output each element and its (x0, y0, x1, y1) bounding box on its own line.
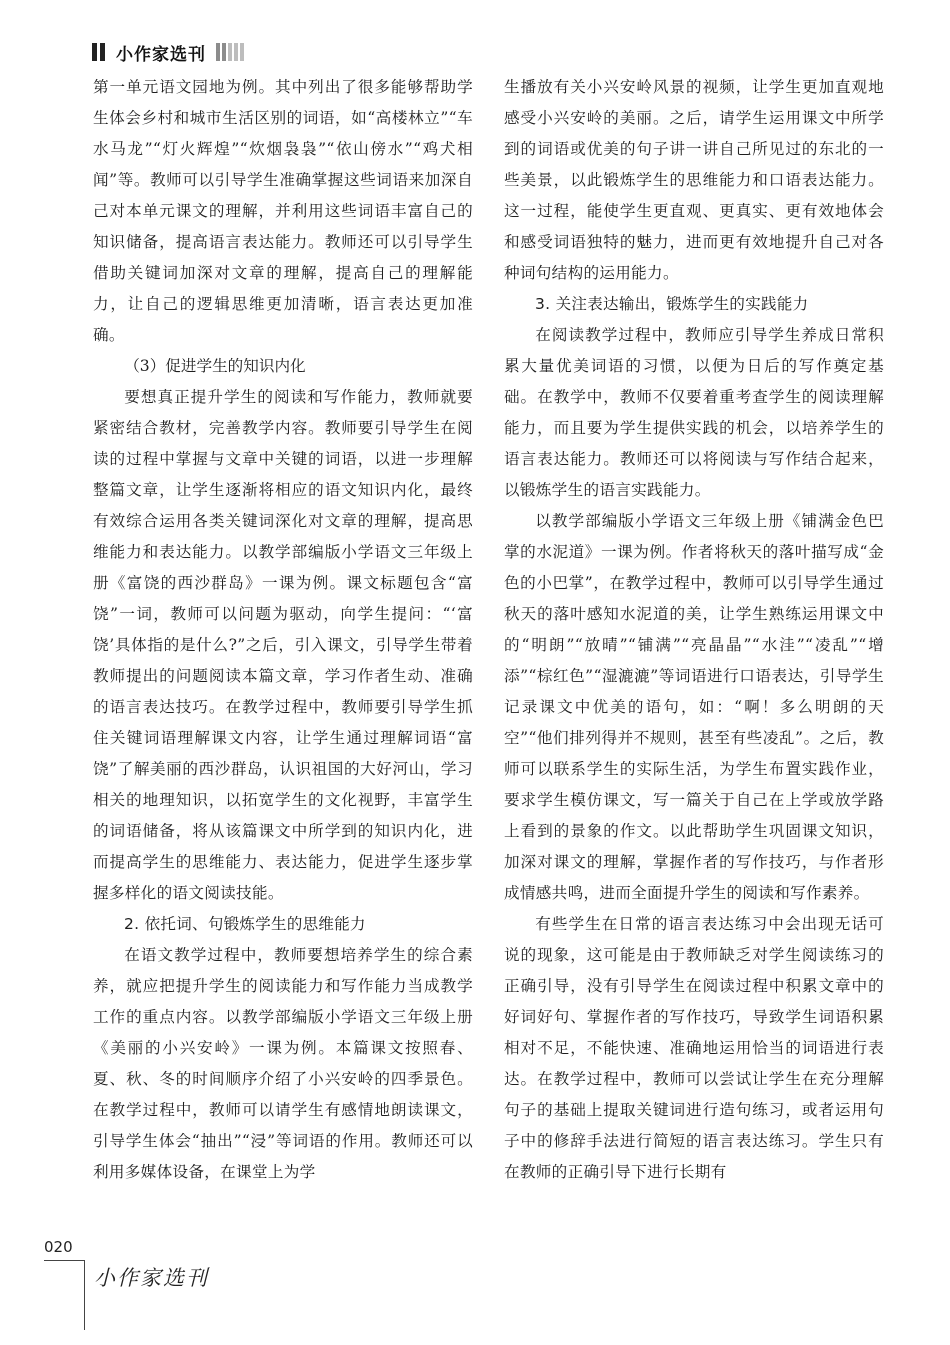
header-bar-decoration (234, 43, 238, 61)
paragraph: 在阅读教学过程中，教师应引导学生养成日常积累大量优美词语的习惯，以便为日后的写作奠定基础。在教学中，教师不仅要着重考查学生的阅读理解能力，而且要为学生提供实践的机会，以培养学生的语言表达能力。教师还可以将阅读与写作结合起来，以锻炼学生的语言实践能力。 (504, 326, 884, 499)
journal-title: 小作家选刊 (116, 44, 206, 65)
header-bar-decoration (216, 43, 220, 61)
running-header (92, 40, 246, 64)
section-heading: 2. 依托词、句锻炼学生的思维能力 (124, 915, 366, 933)
footer-logo: 小作家选刊 (94, 1266, 209, 1290)
footer-divider (84, 1260, 85, 1330)
subsection-heading: （3）促进学生的知识内化 (124, 357, 306, 375)
header-bar-decoration (100, 43, 105, 61)
paragraph: 以教学部编版小学语文三年级上册《铺满金色巴掌的水泥道》一课为例。作者将秋天的落叶描写成“金色的小巴掌”，在教学过程中，教师可以引导学生通过秋天的落叶感知水泥道的美，让学生熟练运用课文中的“明朗”“放晴”“铺满”“亮晶晶”“水洼”“凌乱”“增添”“棕红色”“湿漉漉”等词语进行口语表达，引导学生记录课文中优美的语句，如：“啊！多么明朗的天空”“他们排列得并不规则，甚至有些凌乱”。之后，教师可以联系学生的实际生活，为学生布置实践作业，要求学生模仿课文，写一篇关于自己在上学或放学路上看到的景象的作文。以此帮助学生巩固课文知识，加深对课文的理解，掌握作者的写作技巧，与作者形成情感共鸣，进而全面提升学生的阅读和写作素养。 (504, 512, 884, 902)
left-column (93, 72, 473, 1188)
header-bar-decoration (92, 43, 97, 61)
paragraph: 有些学生在日常的语言表达练习中会出现无话可说的现象，这可能是由于教师缺乏对学生阅读练习的正确引导，没有引导学生在阅读过程中积累文章中的好词好句、掌握作者的写作技巧，导致学生词语积累相对不足，不能快速、准确地运用恰当的词语进行表达。在教学过程中，教师可以尝试让学生在充分理解句子的基础上提取关键词进行造句练习，或者运用句子中的修辞手法进行简短的语言表达练习。学生只有在教师的正确引导下进行长期有 (504, 915, 884, 1181)
footer-divider (44, 1260, 84, 1261)
section-heading: 3. 关注表达输出，锻炼学生的实践能力 (535, 295, 809, 313)
paragraph: 在语文教学过程中，教师要想培养学生的综合素养，就应把提升学生的阅读能力和写作能力当成教学工作的重点内容。以教学部编版小学语文三年级上册《美丽的小兴安岭》一课为例。本篇课文按照春、夏、秋、冬的时间顺序介绍了小兴安岭的四季景色。在教学过程中，教师可以请学生有感情地朗读课文，引导学生体会“抽出”“浸”等词语的作用。教师还可以利用多媒体设备，在课堂上为学 (93, 946, 473, 1181)
header-bar-decoration (240, 43, 244, 61)
header-bar-decoration (228, 43, 232, 61)
paragraph: 第一单元语文园地为例。其中列出了很多能够帮助学生体会乡村和城市生活区别的词语，如“高楼林立”“车水马龙”“灯火辉煌”“炊烟袅袅”“依山傍水”“鸡犬相闻”等。教师可以引导学生准确掌握这些词语来加深自己对本单元课文的理解，并利用这些词语丰富自己的知识储备，提高语言表达能力。教师还可以引导学生借助关键词加深对文章的理解，提高自己的理解能力，让自己的逻辑思维更加清晰，语言表达更加准确。 (93, 78, 473, 344)
right-column (504, 72, 884, 1188)
paragraph: 生播放有关小兴安岭风景的视频，让学生更加直观地感受小兴安岭的美丽。之后，请学生运用课文中所学到的词语或优美的句子讲一讲自己所见过的东北的一些美景，以此锻炼学生的思维能力和口语表达能力。这一过程，能使学生更直观、更真实、更有效地体会和感受词语独特的魅力，进而更有效地提升自己对各种词句结构的运用能力。 (504, 78, 884, 282)
paragraph: 要想真正提升学生的阅读和写作能力，教师就要紧密结合教材，完善教学内容。教师要引导学生在阅读的过程中掌握与文章中关键的词语，以进一步理解整篇文章，让学生逐渐将相应的语文知识内化，最终有效综合运用各类关键词深化对文章的理解，提高思维能力和表达能力。以教学部编版小学语文三年级上册《富饶的西沙群岛》一课为例。课文标题包含“富饶”一词，教师可以问题为驱动，向学生提问：“‘富饶’具体指的是什么?”之后，引入课文，引导学生带着教师提出的问题阅读本篇文章，学习作者生动、准确的语言表达技巧。在教学过程中，教师要引导学生抓住关键词语理解课文内容，让学生通过理解词语“富饶”了解美丽的西沙群岛，认识祖国的大好河山，学习相关的地理知识，以拓宽学生的文化视野，丰富学生的词语储备，将从该篇课文中所学到的知识内化，进而提高学生的思维能力、表达能力，促进学生逐步掌握多样化的语文阅读技能。 (93, 388, 473, 902)
page-number: 020 (44, 1238, 73, 1256)
header-bar-decoration (222, 43, 226, 61)
